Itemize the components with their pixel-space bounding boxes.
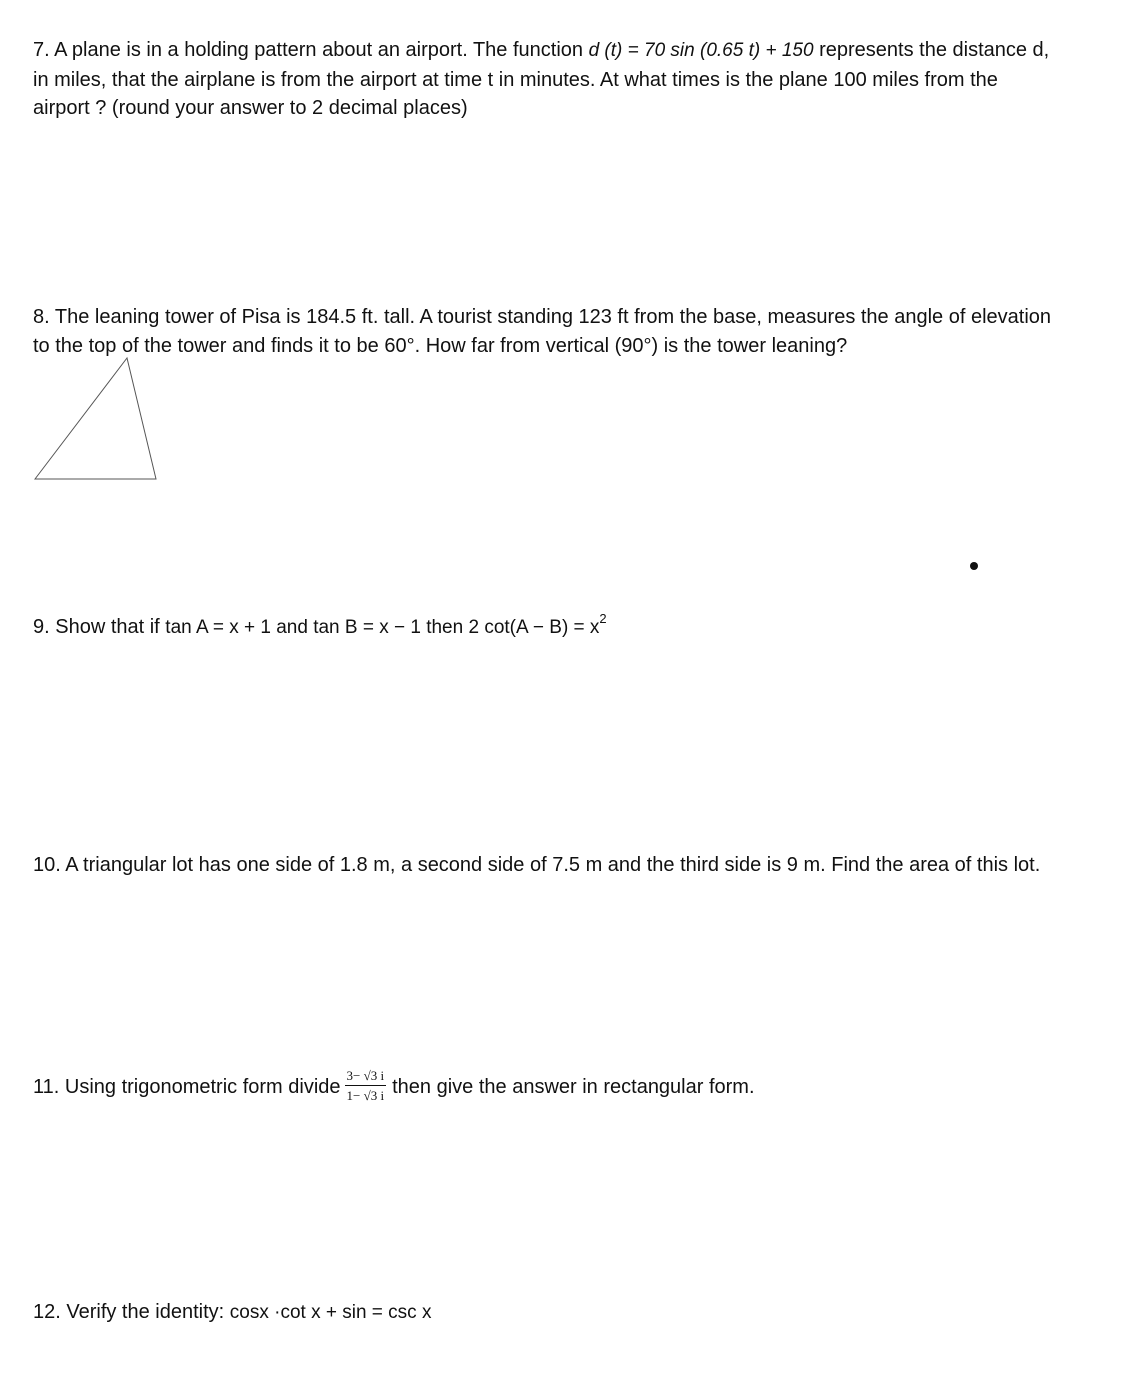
stray-dot [970, 562, 978, 570]
identity-expression: cosx ·cot x + sin = csc x [229, 1302, 432, 1323]
complex-fraction [345, 1068, 387, 1103]
question-7-line-2: in miles, that the airplane is from the airport at time t in minutes. At what times is the plane 100 miles from the [33, 68, 998, 91]
triangle-shape [35, 358, 156, 479]
fraction-numerator: 3− √3 i [345, 1068, 387, 1086]
question-7 [33, 36, 1049, 123]
question-10: 10. A triangular lot has one side of 1.8 m, a second side of 7.5 m and the third side is 9 m. Find the area of this lot. [33, 854, 1041, 876]
exponent: 2 [599, 611, 607, 627]
question-9: 9. Show that if tan A = x + 1 and tan B = x − 1 then 2 $\cot(A - B) = x^2$ [33, 611, 607, 638]
question-12: 12. Verify the identity: cosx ·cot x + sin = csc x [33, 1301, 432, 1323]
question-8-line-1: 8. The leaning tower of Pisa is 184.5 ft. tall. A tourist standing 123 ft from the base, measures the angle of elevation [33, 306, 1052, 328]
question-7-line-3: airport ? (round your answer to 2 decimal places) [33, 97, 468, 119]
question-11: 11. Using trigonometric form divide $\frac{3- √3 i}{1- √3 i}$ then give the answer in rectangular form. [33, 1068, 755, 1104]
triangle-diagram [30, 354, 162, 484]
question-9-equation: tan A = x + 1 and tan B = x − 1 then 2 cot(A − B) = x [165, 617, 600, 638]
fraction-denominator: 1− √3 i [346, 1088, 385, 1104]
distance-function: d (t) = 70 sin (0.65 t) + 150 [588, 40, 814, 61]
question-7-line-1: 7. A plane is in a holding pattern about an airport. The function d (t) = 70 sin (0.65 t) + 150 represents the distance d, [33, 39, 1050, 61]
question-8 [33, 303, 1051, 360]
question-8-line-2: to the top of the tower and finds it to be 60°. How far from vertical (90°) is the tower leaning? [33, 334, 848, 357]
